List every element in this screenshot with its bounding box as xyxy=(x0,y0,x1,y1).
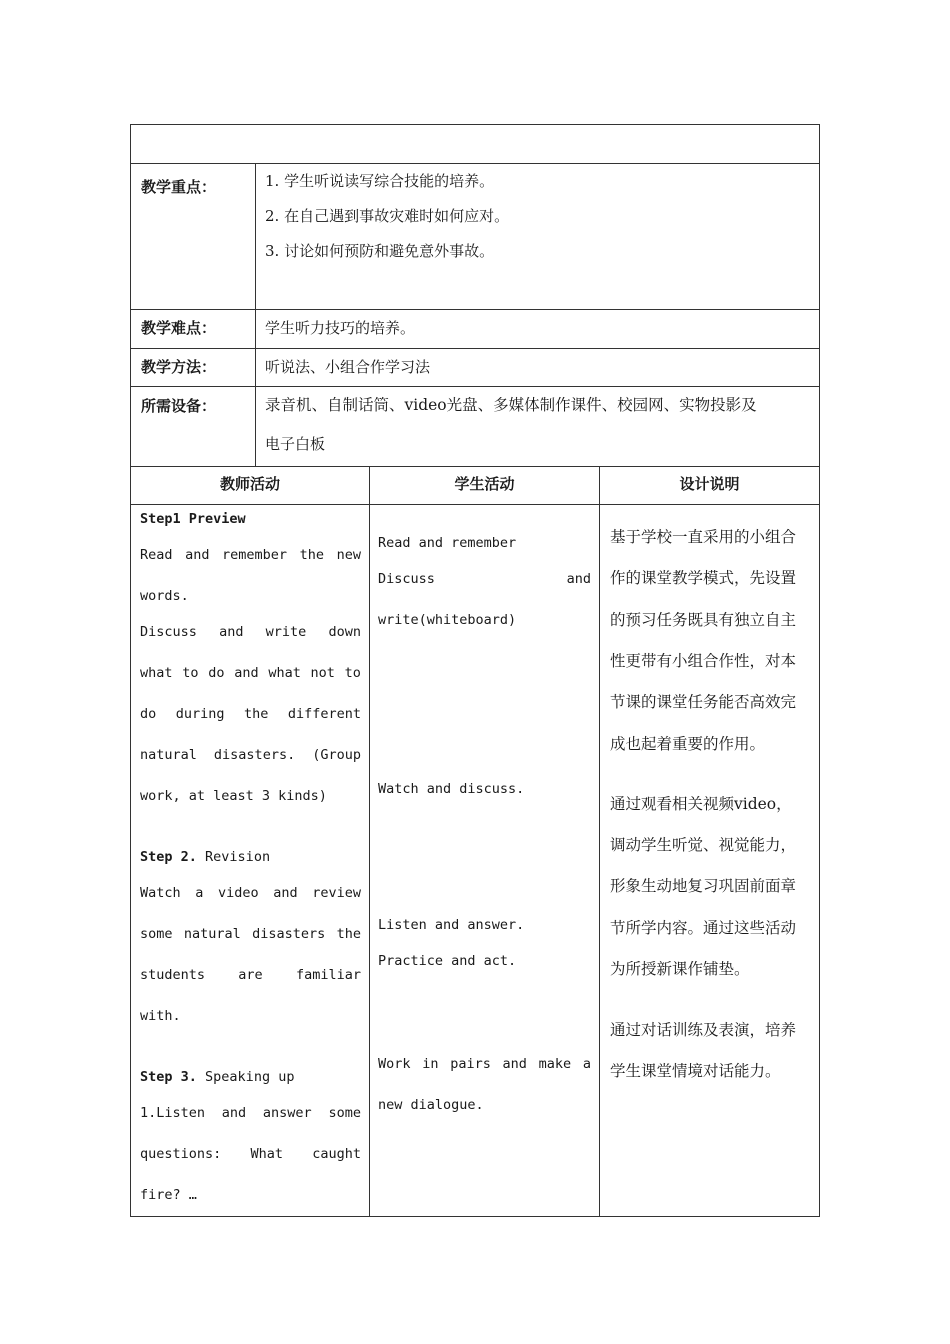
word: some xyxy=(328,1105,361,1121)
equipment-label-cell xyxy=(131,387,256,466)
student-line-3: write(whiteboard) xyxy=(378,612,517,628)
word: the xyxy=(243,706,269,722)
focus-label: 教学重点： xyxy=(141,178,217,196)
word: questions: xyxy=(140,1146,222,1162)
equipment-value-line2: 电子白板 xyxy=(265,435,326,453)
word: the xyxy=(336,926,361,942)
focus-label-cell xyxy=(131,164,256,309)
word: a xyxy=(582,1056,591,1072)
step2-line-1 xyxy=(140,885,361,901)
step3-line-2 xyxy=(140,1146,361,1162)
word: in xyxy=(422,1056,439,1072)
blank-top-row xyxy=(131,125,819,164)
design-p2-line-3: 形象生动地复习巩固前面章 xyxy=(610,877,797,895)
design-notes-cell xyxy=(600,505,819,1216)
equipment-label: 所需设备： xyxy=(141,397,217,415)
teacher-activity-cell xyxy=(131,505,370,1216)
student-line-1: Read and remember xyxy=(378,535,517,551)
step3-line-3: fire? … xyxy=(140,1187,197,1203)
word: to xyxy=(182,665,199,681)
word: Watch xyxy=(140,885,181,901)
activity-body-row xyxy=(131,505,819,1216)
word: what xyxy=(140,665,173,681)
lesson-plan-table xyxy=(130,124,820,1217)
equipment-value-line1: 录音机、自制话筒、video光盘、多媒体制作课件、校园网、实物投影及 xyxy=(265,396,757,414)
difficulty-label-cell xyxy=(131,310,256,348)
word: natural xyxy=(140,747,197,763)
word: what xyxy=(268,665,301,681)
step1-line-6 xyxy=(140,747,361,763)
focus-item-1: 1. 学生听说读写综合技能的培养。 xyxy=(265,172,495,190)
design-p3-line-2: 学生课堂情境对话能力。 xyxy=(610,1062,781,1080)
word: are xyxy=(238,967,263,983)
student-line-7 xyxy=(378,1056,591,1072)
step1-line-7: work, at least 3 kinds) xyxy=(140,788,327,804)
student-line-2 xyxy=(378,571,591,587)
step3-heading xyxy=(140,1069,294,1085)
word: not xyxy=(310,665,335,681)
focus-item-3: 3. 讨论如何预防和避免意外事故。 xyxy=(265,242,495,260)
word: disasters. xyxy=(213,747,296,763)
focus-item-2: 2. 在自己遇到事故灾难时如何应对。 xyxy=(265,207,510,225)
design-p2-line-1: 通过观看相关视频video， xyxy=(610,795,792,813)
word: Read xyxy=(140,547,173,563)
step2-line-2 xyxy=(140,926,361,942)
design-p1-line-4: 性更带有小组合作性，对本 xyxy=(610,652,797,670)
student-activity-header: 学生活动 xyxy=(370,467,600,504)
student-line-8: new dialogue. xyxy=(378,1097,484,1113)
step3-subtitle: Speaking up xyxy=(205,1069,295,1085)
word: 1.Listen xyxy=(140,1105,206,1121)
design-p2-line-2: 调动学生听觉、视觉能力， xyxy=(610,836,797,854)
word: disasters xyxy=(252,926,326,942)
design-p1-line-5: 节课的课堂任务能否高效完 xyxy=(610,693,797,711)
focus-value-cell xyxy=(256,164,819,309)
word: Discuss xyxy=(140,624,197,640)
design-p1-line-6: 成也起着重要的作用。 xyxy=(610,735,766,753)
design-p1-line-3: 的预习任务既具有独立自主 xyxy=(610,611,797,629)
word: and xyxy=(566,571,591,587)
design-p2-line-5: 为所授新课作铺垫。 xyxy=(610,960,750,978)
word: pairs xyxy=(450,1056,491,1072)
word: Discuss xyxy=(378,571,435,587)
step1-line-2: words. xyxy=(140,588,189,604)
equipment-row xyxy=(131,387,819,467)
step1-line-3 xyxy=(140,624,361,640)
step2-title: Step 2. xyxy=(140,849,197,865)
word: some xyxy=(140,926,173,942)
activity-header-row xyxy=(131,467,819,505)
word: Work xyxy=(378,1056,411,1072)
word: the xyxy=(299,547,325,563)
word: write xyxy=(265,624,307,640)
method-value: 听说法、小组合作学习法 xyxy=(265,358,431,376)
word: do xyxy=(140,706,157,722)
method-label: 教学方法： xyxy=(141,358,217,376)
word: video xyxy=(217,885,259,901)
step1-line-5 xyxy=(140,706,361,722)
word: and xyxy=(502,1056,527,1072)
design-p1-line-2: 作的课堂教学模式，先设置 xyxy=(610,569,797,587)
word: down xyxy=(328,624,361,640)
method-label-cell xyxy=(131,349,256,386)
word: familiar xyxy=(295,967,361,983)
student-activity-cell xyxy=(370,505,600,1216)
step2-line-3 xyxy=(140,967,361,983)
word: and xyxy=(219,624,244,640)
step2-line-4: with. xyxy=(140,1008,181,1024)
design-notes-header: 设计说明 xyxy=(679,475,740,493)
word: (Group xyxy=(312,747,361,763)
word: What xyxy=(250,1146,283,1162)
method-row xyxy=(131,349,819,387)
word: during xyxy=(175,706,225,722)
step3-title: Step 3. xyxy=(140,1069,197,1085)
design-p3-line-1: 通过对话训练及表演，培养 xyxy=(610,1021,797,1039)
design-p1-line-1: 基于学校一直采用的小组合 xyxy=(610,528,797,546)
word: to xyxy=(344,665,361,681)
difficulty-label: 教学难点： xyxy=(141,319,217,337)
student-line-5: Listen and answer. xyxy=(378,917,525,933)
word: remember xyxy=(222,547,288,563)
word: and xyxy=(185,547,210,563)
step2-heading xyxy=(140,849,270,865)
word: new xyxy=(336,547,361,563)
word: make xyxy=(538,1056,572,1072)
word: review xyxy=(312,885,361,901)
student-line-6: Practice and act. xyxy=(378,953,517,969)
step2-subtitle: Revision xyxy=(205,849,271,865)
difficulty-row xyxy=(131,310,819,349)
word: and xyxy=(221,1105,247,1121)
word: different xyxy=(287,706,361,722)
focus-row xyxy=(131,164,819,310)
word: a xyxy=(195,885,204,901)
student-line-4: Watch and discuss. xyxy=(378,781,525,797)
teacher-activity-header: 教师活动 xyxy=(131,467,370,504)
word: natural xyxy=(183,926,241,942)
step1-line-4 xyxy=(140,665,361,681)
difficulty-value: 学生听力技巧的培养。 xyxy=(265,319,416,337)
step3-line-1 xyxy=(140,1105,361,1121)
word: caught xyxy=(312,1146,361,1162)
design-p2-line-4: 节所学内容。通过这些活动 xyxy=(610,919,797,937)
word: do xyxy=(208,665,225,681)
word: and xyxy=(234,665,259,681)
word: and xyxy=(273,885,298,901)
word: answer xyxy=(262,1105,312,1121)
step1-title: Step1 Preview xyxy=(140,511,246,527)
word: students xyxy=(140,967,206,983)
step1-line-1 xyxy=(140,547,361,563)
